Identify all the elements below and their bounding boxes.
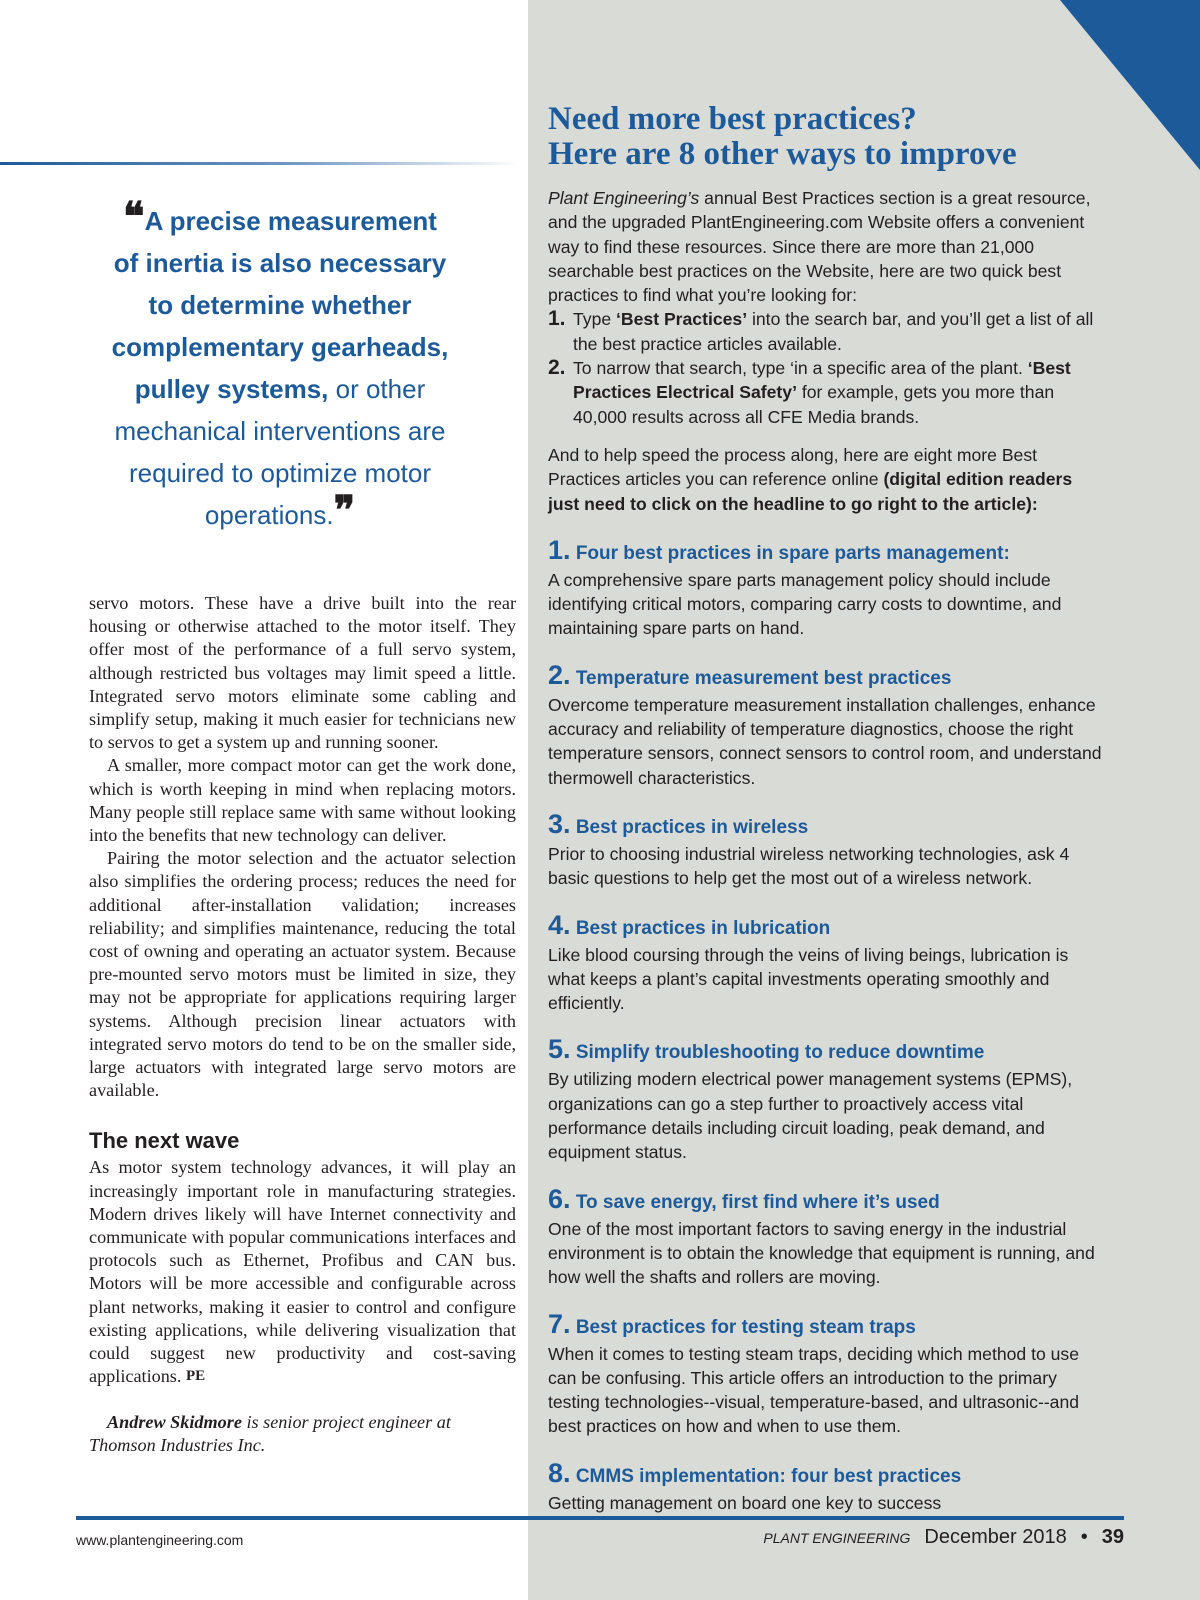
best-practice-item xyxy=(548,1310,1108,1439)
pull-quote xyxy=(90,193,470,536)
best-practice-item xyxy=(548,810,1108,891)
sidebar-speed-note: And to help speed the process along, here are eight more Best Practices articles you can reference online (digital edition readers just need to click on the headline to go right to the article): xyxy=(548,444,1073,514)
best-practice-item xyxy=(548,1035,1108,1164)
best-practice-item xyxy=(548,911,1108,1016)
best-practice-link[interactable]: 1. Four best practices in spare parts management: xyxy=(548,534,1010,565)
author-name: Andrew Skidmore xyxy=(107,1411,242,1432)
best-practice-item xyxy=(548,661,1108,790)
best-practice-link[interactable]: 8. CMMS implementation: four best practices xyxy=(548,1457,962,1488)
issue-date: December 2018 xyxy=(924,1526,1067,1548)
best-practice-link[interactable]: 4. Best practices in lubrication xyxy=(548,909,831,940)
pull-quote-line: of inertia is also necessary xyxy=(113,248,447,278)
pull-quote-line: ❝A precise measurement xyxy=(123,193,437,240)
magazine-name: PLANT ENGINEERING xyxy=(763,1530,911,1546)
best-practice-summary: Overcome temperature measurement installation challenges, enhance accuracy and reliability of temperature diagnostics, choose the right temperature sensors, connect sensors to control room, and understand thermowell characteristics. xyxy=(548,694,1102,788)
best-practice-link[interactable]: 5. Simplify troubleshooting to reduce downtime xyxy=(548,1034,985,1065)
article-paragraph: As motor system technology advances, it will play an increasingly important role in manufacturing strategies. Modern drives likely will have Internet connectivity and communicate with popular communications interfaces and protocols such as Ethernet, Profibus and CAN bus. Motors will be more accessible and configurable across plant networks, making it easier to control and configure existing applications, while delivering visualization that could suggest new productivity and cost-saving applications. PE xyxy=(89,1157,516,1387)
best-practice-summary: Like blood coursing through the veins of living beings, lubrication is what keeps a plant’s capital investments operating smoothly and efficiently. xyxy=(548,944,1069,1014)
pull-quote-line: required to optimize motor xyxy=(128,458,432,488)
pull-quote-line: operations.❞ xyxy=(204,487,356,534)
pull-quote-line: to determine whether xyxy=(148,290,412,320)
footer-url[interactable]: www.plantengineering.com xyxy=(76,1532,244,1548)
best-practice-link[interactable]: 6. To save energy, first find where it’s used xyxy=(548,1183,940,1214)
article-paragraph: A smaller, more compact motor can get the work done, which is worth keeping in mind when replacing motors. Many people still replace same with same without looking into the benefits that new technology can deliver. xyxy=(89,755,516,846)
top-rule xyxy=(0,162,520,165)
best-practice-link[interactable]: 7. Best practices for testing steam traps xyxy=(548,1308,916,1339)
author-bio: Andrew Skidmore is senior project engineer at Thomson Industries Inc. xyxy=(89,1411,451,1455)
best-practice-summary: Getting management on board one key to success xyxy=(548,1492,942,1513)
best-practice-summary: Prior to choosing industrial wireless networking technologies, ask 4 basic questions to help get the most out of a wireless network. xyxy=(548,843,1070,889)
pull-quote-line: complementary gearheads, xyxy=(111,332,449,362)
pull-quote-line: pulley systems, or other xyxy=(134,374,426,404)
page-number: 39 xyxy=(1101,1526,1124,1548)
search-step: 1. Type ‘Best Practices’ into the search bar, and you’ll get a list of all the best practice articles available. xyxy=(548,307,1094,354)
sidebar xyxy=(548,102,1108,1515)
search-step: 2. To narrow that search, type ‘in a specific area of the plant. ‘Best Practices Electrical Safety’ for example, gets you more than 40,000 results across all CFE Media brands. xyxy=(548,356,1071,427)
best-practice-summary: One of the most important factors to saving energy in the industrial environment is to obtain the knowledge that equipment is running, and how well the shafts and rollers are moving. xyxy=(548,1218,1095,1288)
best-practice-link[interactable]: 2. Temperature measurement best practices xyxy=(548,659,952,690)
article-paragraph: Pairing the motor selection and the actuator selection also simplifies the ordering process; reduces the need for additional after-installation validation; increases reliability; and simplifies maintenance, reducing the total cost of owning and operating an actuator system. Because pre-mounted servo motors must be limited in size, they may not be appropriate for applications requiring larger systems. Although precision linear actuators with integrated servo motors do tend to be on the smaller side, large actuators with integrated large servo motors are available. xyxy=(89,848,516,1101)
best-practice-summary: When it comes to testing steam traps, deciding which method to use can be confusing. This article offers an introduction to the primary testing technologies--visual, temperature-based, and ultrasonic--and best practices on how and when to use them. xyxy=(548,1343,1080,1437)
best-practice-item xyxy=(548,536,1108,641)
article-body xyxy=(89,592,516,1457)
best-practice-summary: A comprehensive spare parts management policy should include identifying critical motors, comparing carry costs to downtime, and maintaining spare parts on hand. xyxy=(548,569,1062,639)
best-practice-item xyxy=(548,1185,1108,1290)
close-quote-icon: ❞ xyxy=(333,487,356,534)
best-practice-link[interactable]: 3. Best practices in wireless xyxy=(548,808,809,839)
section-heading: The next wave xyxy=(89,1128,240,1154)
footer-rule xyxy=(76,1516,1124,1520)
sidebar-intro: Plant Engineering’s annual Best Practices section is a great resource, and the upgraded PlantEngineering.com Website offers a convenient way to find these resources. Since there are more than 21,000 searchable best practices on the Website, here are two quick best practices to find what you’re looking for: xyxy=(548,188,1091,306)
open-quote-icon: ❝ xyxy=(123,193,145,240)
footer-folio xyxy=(763,1526,1124,1549)
sidebar-title: Need more best practices? Here are 8 other ways to improve xyxy=(548,101,1017,172)
best-practice-item xyxy=(548,1459,1108,1515)
pull-quote-line: mechanical interventions are xyxy=(114,416,446,446)
end-mark-icon: PE xyxy=(185,1368,206,1385)
article-paragraph: servo motors. These have a drive built into the rear housing or otherwise attached to the motor itself. They offer most of the performance of a full servo system, although restricted bus voltages may limit speed a little. Integrated servo motors eliminate some cabling and simplify setup, making it much easier for technicians new to servos to get a system up and running sooner. xyxy=(89,593,516,753)
bullet-separator: • xyxy=(1080,1526,1088,1548)
best-practice-summary: By utilizing modern electrical power management systems (EPMS), organizations can go a step further to proactively access vital performance details including circuit loading, peak demand, and equipment status. xyxy=(548,1069,1073,1163)
